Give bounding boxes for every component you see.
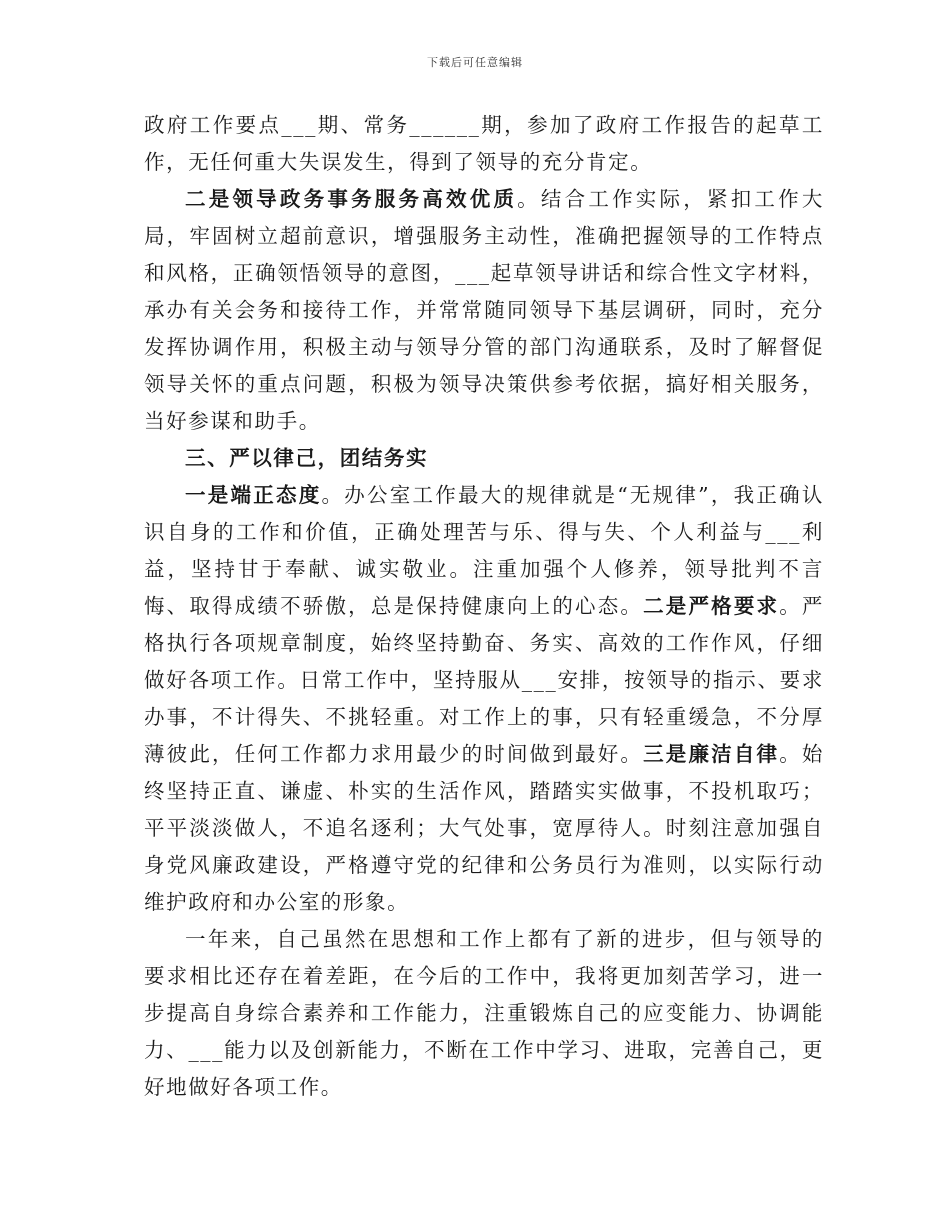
paragraph-lead-bold: 二是严格要求 — [643, 594, 780, 618]
paragraph-discipline — [144, 477, 824, 921]
page-header-note: 下载后可任意编辑 — [427, 56, 523, 69]
document-body — [144, 107, 824, 1106]
paragraph-text: 。结合工作实际，紧扣工作大局，牢固树立超前意识，增强服务主动性，准确把握领导的工作特点和风格，正确领悟领导的意图，___起草领导讲话和综合性文字材料，承办有关会务和接待工作，并常常随同领导下基层调研，同时，充分发挥协调作用，积极主动与领导分管的部门沟通联系，及时了解督促领导关怀的重点问题，积极为领导决策供参考依据，搞好相关服务，当好参谋和助手。 — [144, 187, 824, 433]
paragraph-lead-bold: 一是端正态度 — [185, 483, 322, 507]
paragraph-text: 。办公室工作最大的规律就是“无规律”，我正确认识自身的工作和价值，正确处理苦与乐、得与失、个人利益与___利益，坚持甘于奉献、诚实敬业。注重加强个人修养，领导批判不言悔、取得成绩不骄傲，总是保持健康向上的心态。 — [144, 483, 824, 618]
paragraph-lead-bold: 二是领导政务事务服务高效优质 — [185, 187, 518, 211]
paragraph-lead-bold: 三是廉洁自律 — [643, 742, 780, 766]
paragraph-continuation: 政府工作要点___期、常务______期，参加了政府工作报告的起草工作，无任何重大失误发生，得到了领导的充分肯定。 — [144, 113, 824, 174]
paragraph-text: 。始终坚持正直、谦虚、朴实的生活作风，踏踏实实做事，不投机取巧；平平淡淡做人，不追名逐利；大气处事，宽厚待人。时刻注意加强自身党风廉政建设，严格遵守党的纪律和公务员行为准则，以实际行动维护政府和办公室的形象。 — [144, 742, 825, 914]
section-heading: 三、严以律己，团结务实 — [185, 446, 429, 470]
paragraph-conclusion: 一年来，自己虽然在思想和工作上都有了新的进步，但与领导的要求相比还存在着差距，在今后的工作中，我将更加刻苦学习，进一步提高自身综合素养和工作能力，注重锻炼自己的应变能力、协调能力、___能力以及创新能力，不断在工作中学习、进取，完善自己，更好地做好各项工作。 — [144, 927, 824, 1099]
paragraph-service — [144, 181, 824, 440]
paragraph-text: 。严格执行各项规章制度，始终坚持勤奋、务实、高效的工作作风，仔细做好各项工作。日常工作中，坚持服从___安排，按领导的指示、要求办事，不计得失、不挑轻重。对工作上的事，只有轻重缓急，不分厚薄彼此，任何工作都力求用最少的时间做到最好。 — [144, 594, 825, 766]
